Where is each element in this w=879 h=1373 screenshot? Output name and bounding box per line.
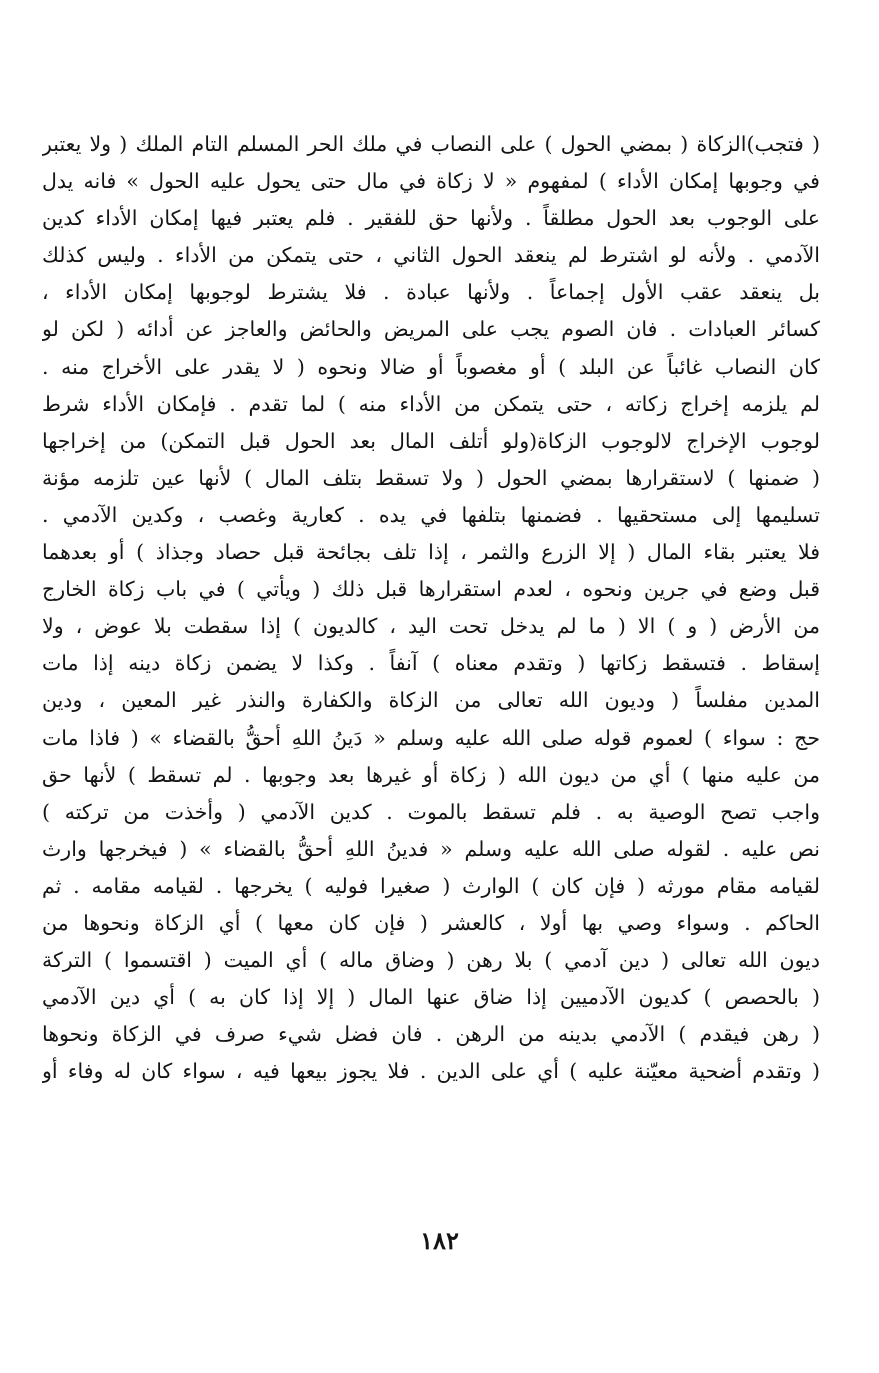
text-line: لقيامه مقام مورثه ( فإن كان ) الوارث ( صغيرا فوليه ) يخرجها . لقيامه مقامه . ثم	[42, 873, 820, 898]
text-line: ( وتقدم أضحية معيّنة عليه ) أي على الدين . فلا يجوز بيعها فيه ، سواء كان له وفاء أو	[42, 1059, 820, 1084]
text-line: من الأرض ( و ) الا ( ما لم يدخل تحت اليد ، كالديون ) إذا سقطت بلا عوض ، ولا	[42, 614, 820, 639]
text-line: في وجوبها إمكان الأداء ) لمفهوم « لا زكاة في مال حتى يحول عليه الحول » فانه يدل	[42, 169, 820, 194]
text-line: تسليمها إلى مستحقيها . فضمنها بتلفها في يده . كعارية وغصب ، وكدين الآدمي .	[42, 502, 820, 527]
text-line: الحاكم . وسواء وصي بها أولا ، كالعشر ( فإن كان معها ) أي الزكاة ونحوها من	[42, 910, 820, 935]
text-line: إسقاط . فتسقط زكاتها ( وتقدم معناه ) آنفاً . وكذا لا يضمن زكاة دينه إذا مات	[42, 651, 820, 676]
text-line: على الوجوب بعد الحول مطلقاً . ولأنها حق للفقير . فلم يعتبر فيها إمكان الأداء كدين	[42, 206, 820, 231]
text-line: كسائر العبادات . فان الصوم يجب على المريض والحائض والعاجز عن أدائه ( لكن لو	[42, 317, 820, 342]
text-line: ( فتجب)الزكاة ( بمضي الحول ) على النصاب في ملك الحر المسلم التام الملك ( ولا يعتبر	[42, 132, 820, 156]
text-line: ( بالحصص ) كديون الآدميين إذا ضاق عنها المال ( إلا إذا كان به ) أي دين الآدمي	[42, 985, 820, 1010]
text-line: بل ينعقد عقب الأول إجماعاً . ولأنها عبادة . فلا يشترط لوجوبها إمكان الأداء ،	[42, 280, 820, 305]
text-line: لوجوب الإخراج لالوجوب الزكاة(ولو أتلف المال بعد الحول قبل التمكن) من إخراجها	[42, 428, 820, 453]
text-line: كان النصاب غائباً عن البلد ) أو مغصوباً أو ضالا ونحوه ( لا يقدر على الأخراج منه .	[42, 354, 820, 379]
text-line: من عليه منها ) أي من ديون الله ( زكاة أو غيرها بعد وجوبها . لم تسقط ) لأنها حق	[42, 762, 820, 787]
page-number: ١٨٢	[420, 1226, 459, 1255]
text-line: نص عليه . لقوله صلى الله عليه وسلم « فدينُ اللهِ أحقُّ بالقضاء » ( فيخرجها وارث	[42, 836, 820, 861]
text-line: واجب تصح الوصية به . فلم تسقط بالموت . كدين الآدمي ( وأخذت من تركته )	[42, 799, 820, 824]
text-line: ( ضمنها ) لاستقرارها بمضي الحول ( ولا تسقط بتلف المال ) لأنها عين تلزمه مؤنة	[42, 465, 820, 490]
text-line: حج : سواء ) لعموم قوله صلى الله عليه وسلم « دَينُ اللهِ أحقُّ بالقضاء » ( فاذا مات	[42, 725, 820, 750]
text-line: ديون الله تعالى ( دين آدمي ) بلا رهن ( وضاق ماله ) أي الميت ( اقتسموا ) التركة	[42, 948, 820, 973]
text-line: فلا يعتبر بقاء المال ( إلا الزرع والثمر ، إذا تلف بجائحة قبل حصاد وجذاذ ) أو بعدهما	[42, 540, 820, 565]
text-line: قبل وضع في جرين ونحوه ، لعدم استقرارها قبل ذلك ( ويأتي ) في باب زكاة الخارج	[42, 577, 820, 602]
text-line: لم يلزمه إخراج زكاته ، حتى يتمكن من الأداء منه ) لما تقدم . فإمكان الأداء شرط	[42, 391, 820, 416]
text-line: المدين مفلساً ( وديون الله تعالى من الزكاة والكفارة والنذر غير المعين ، ودين	[42, 688, 820, 713]
text-line: الآدمي . ولأنه لو اشترط لم ينعقد الحول الثاني ، حتى يتمكن من الأداء . وليس كذلك	[42, 243, 820, 268]
body-text	[42, 126, 820, 1090]
text-line: ( رهن فيقدم ) الآدمي بدينه من الرهن . فان فضل شيء صرف في الزكاة ونحوها	[42, 1022, 820, 1047]
